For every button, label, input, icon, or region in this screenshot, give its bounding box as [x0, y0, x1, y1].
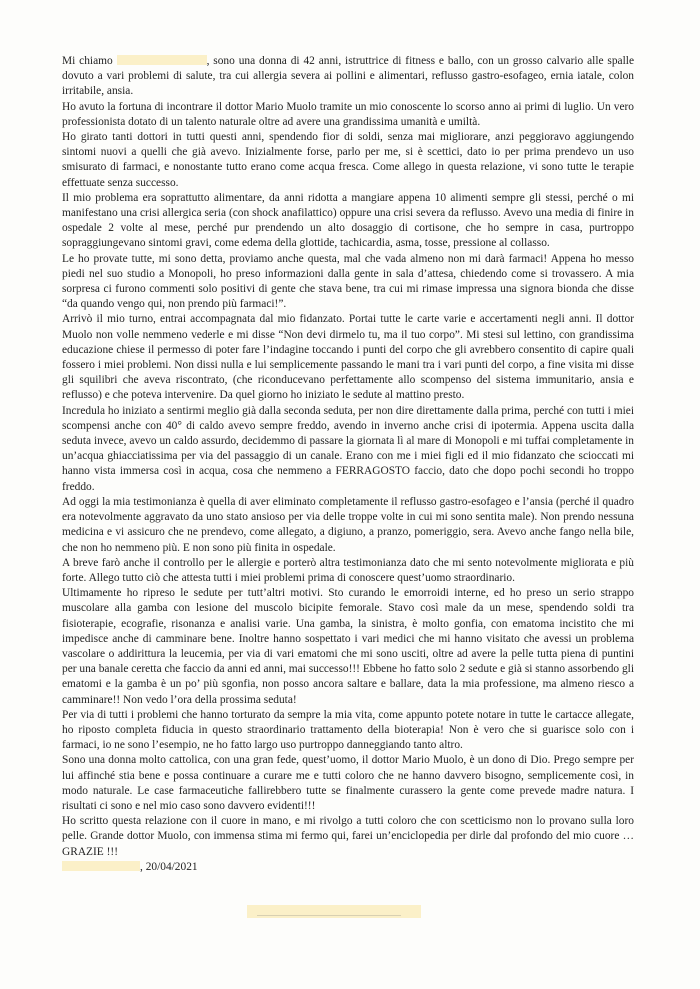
- paragraph-12: Sono una donna molto cattolica, con una gran fede, quest’uomo, il dottor Mario Muolo, è un dono di Dio. Prego sempre per lui affinché stia bene e possa continuare a curare me e tutti coloro che ne hanno davvero bisogno, semplicemente così, in modo naturale. Le case farmaceutiche fallirebbero tutte se finalmente curassero la gente come prevede madre natura. I risultati ci sono e nel mio caso sono davvero evidenti!!!: [62, 754, 634, 812]
- redacted-footer: [247, 905, 421, 918]
- paragraph-7: Incredula ho iniziato a sentirmi meglio già dalla seconda seduta, per non dire direttamente dalla prima, perché con tutti i miei scompensi anche con 40° di caldo avevo sempre freddo, avendo in inverno anche crisi di ipotermia. Appena uscita dalla seduta invece, avevo un caldo assurdo, decidemmo di passare la giornata lì al mare di Monopoli e mi tuffai completamente in un’acqua ghiacciatissima per via del passaggio di un canale. Erano con me i miei figli ed il mio fidanzato che scioccati mi hanno vista immersa così in acqua, cosa che nemmeno a FERRAGOSTO faccio, dato che dopo pochi secondi ho troppo freddo.: [62, 404, 634, 493]
- paragraph-10: Ultimamente ho ripreso le sedute per tutt’altri motivi. Sto curando le emorroidi interne, ed ho preso un serio strappo muscolare alla gamba con lesione del muscolo bicipite femorale. Stavo così male da un mese, spendendo soldi tra fisioterapie, ecografie, risonanza e analisi varie. Una gamba, la sinistra, è molto gonfia, con ematoma incistito che mi impedisce anche di camminare bene. Inoltre hanno sospettato i vari medici che mi hanno visitato che avessi un problema vascolare o addirittura la leucemia, per via di vari ematomi che mi sono usciti, oltre ad avere la pelle tutta piena di puntini per una banale ceretta che faccio da anni ed anni, mai successo!!! Ebbene ho fatto solo 2 sedute e già si stanno assorbendo gli ematomi e la gamba è un po’ più sgonfia, non posso ancora saltare e ballare, data la mia professione, ma almeno riesco a camminare!! Non vedo l’ora della prossima seduta!: [62, 587, 634, 706]
- paragraph-5: Le ho provate tutte, mi sono detta, proviamo anche questa, mal che vada almeno non mi darà farmaci! Appena ho messo piedi nel suo studio a Monopoli, ho preso informazioni dalla gente in sala d’attesa, chiedendo come si trovassero. A mia sorpresa ci furono commenti solo positivi di gente che stava bene, tra cui mi rimase impressa una signora bionda che disse “da quando vengo qui, non prendo più farmaci!”.: [62, 252, 634, 311]
- redacted-signature: [62, 861, 140, 871]
- redacted-name: [117, 55, 207, 65]
- paragraph-11: Per via di tutti i problemi che hanno torturato da sempre la mia vita, come appunto potete notare in tutte le cartacce allegate, ho riposto completa fiducia in questo straordinario trattamento della bioterapia! Non è vero che si guarisce solo con i farmaci, io ne sono l’esempio, ne ho fatto largo uso purtroppo danneggiando tanto altro.: [62, 708, 634, 752]
- signature-line: [62, 860, 634, 875]
- paragraph-9: A breve farò anche il controllo per le allergie e porterò altra testimonianza dato che mi sento notevolmente migliorata e più forte. Allego tutto ciò che attesta tutti i miei problemi prima di conoscere quest’uomo straordinario.: [62, 556, 634, 584]
- paragraph-2: Ho avuto la fortuna di incontrare il dottor Mario Muolo tramite un mio conoscente lo scorso anno ai primi di luglio. Un vero professionista dotato di un talento naturale oltre ad avere una grandissima umanità e umiltà.: [62, 100, 634, 128]
- letter-date: , 20/04/2021: [140, 860, 198, 873]
- paragraph-13: Ho scritto questa relazione con il cuore in mano, e mi rivolgo a tutti coloro che con scetticismo non lo provano sulla loro pelle. Grande dottor Muolo, con immensa stima mi fermo qui, farei un’enciclopedia per dirle dal profondo del mio cuore … GRAZIE !!!: [62, 815, 634, 858]
- letter-body: [62, 54, 634, 875]
- intro-prefix: Mi chiamo: [62, 55, 113, 67]
- paragraph-3: Ho girato tanti dottori in tutti questi anni, spendendo fior di soldi, senza mai migliorare, anzi peggioravo aggiungendo sintomi nuovi a quelli che già avevo. Inizialmente forse, parlo per me, si è scettici, dato io per prima prendevo un uso smisurato di farmaci, e nonostante tutto erano come acqua fresca. Come allego in questa relazione, vi sono tutte le terapie effettuate senza successo.: [62, 131, 634, 189]
- intro-text: , sono una donna di 42 anni, istruttrice di fitness e ballo, con un grosso calvario alle spalle dovuto a vari problemi di salute, tra cui allergia severa ai pollini e alimentari, reflusso gastro-esofageo, ernia iatale, colon irritabile, ansia.: [62, 55, 634, 98]
- paragraph-intro: [62, 54, 634, 100]
- paragraph-8: Ad oggi la mia testimonianza è quella di aver eliminato completamente il reflusso gastro-esofageo e l’ansia (perché il quadro era notevolmente aggravato da uno stato ansioso per via delle troppe volte in cui mi sono sentita male). Non prendo nessuna medicina e vi assicuro che ne prendevo, come allegato, a digiuno, a pranzo, pomeriggio, sera. Avevo anche fango nella bile, che non ho nemmeno più. E non sono più finita in ospedale.: [62, 495, 634, 554]
- paragraph-4: Il mio problema era soprattutto alimentare, da anni ridotta a mangiare appena 10 alimenti sempre gli stessi, perché o mi manifestano una crisi allergica seria (con shock anafilattico) oppure una crisi severa da reflusso. Avevo una media di finire in ospedale 2 volte al mese, perché pur prendendo un alto dosaggio di cortisone, che ho sempre in casa, purtroppo sopraggiungevano sintomi gravi, come edema della glottide, tachicardia, asma, tosse, pressione al collasso.: [62, 191, 634, 250]
- paragraph-6: Arrivò il mio turno, entrai accompagnata dal mio fidanzato. Portai tutte le carte varie e accertamenti negli anni. Il dottor Muolo non volle nemmeno vederle e mi disse “Non devi dirmelo tu, ma il tuo corpo”. Mi stesi sul lettino, con grandissima educazione chiese il permesso di poter fare l’indagine toccando i punti del corpo che gli avrebbero consentito di capire quali fossero i miei problemi. Non dissi nulla e lui semplicemente passando le mani tra i vari punti del corpo, a fine visita mi disse gli squilibri che aveva riscontrato, (che riconducevano perfettamente allo scompenso del sistema immunitario, ansia e reflusso) e che poteva intervenire. Da quel giorno ho iniziato le sedute al mattino presto.: [62, 313, 634, 402]
